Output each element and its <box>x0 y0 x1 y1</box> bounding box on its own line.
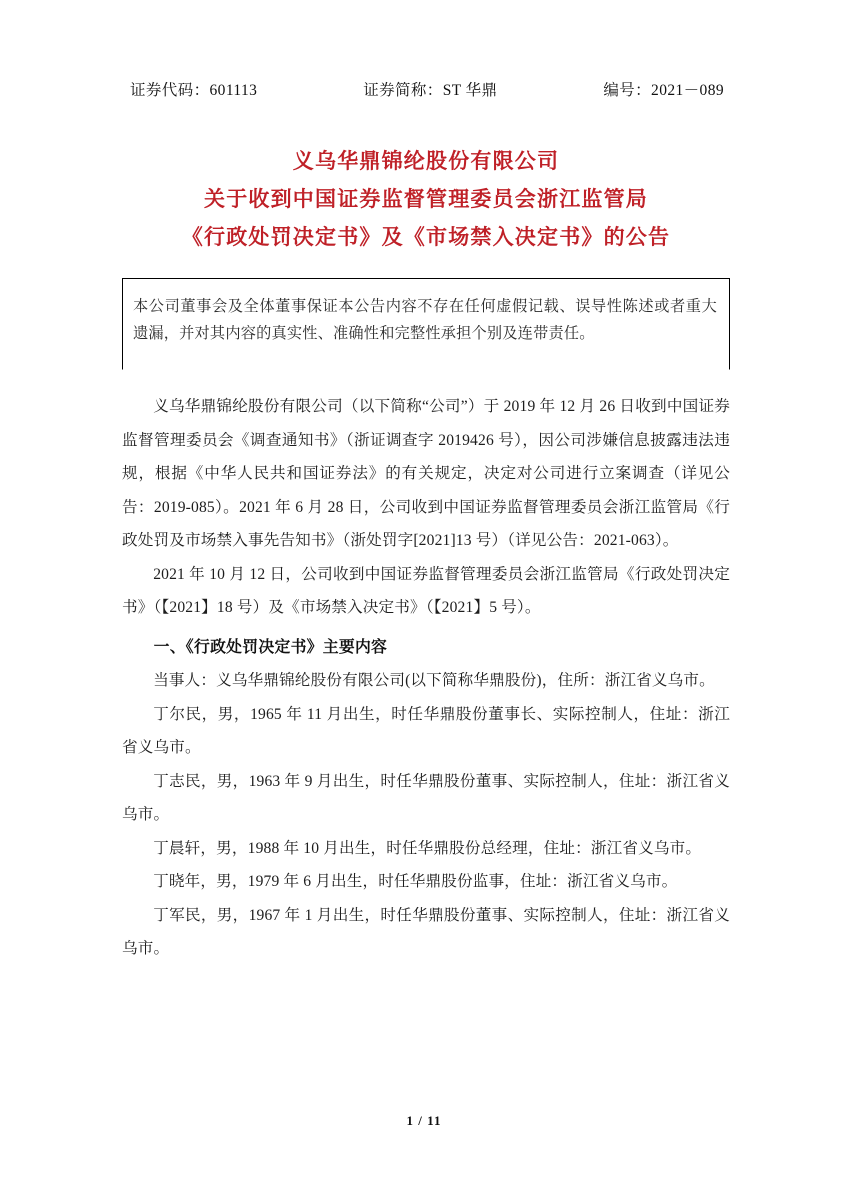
section-heading-penalty-decision: 一、《行政处罚决定书》主要内容 <box>153 638 388 656</box>
announcement-number <box>603 78 724 100</box>
security-code <box>130 78 257 100</box>
security-abbreviation <box>363 78 497 100</box>
party-ding-ermin: 丁尔民，男，1965 年 11 月出生，时任华鼎股份董事长、实际控制人，住址：浙江省义乌市。 <box>122 705 730 756</box>
document-content <box>122 78 730 966</box>
security-code-label: 证券代码： <box>130 82 210 99</box>
party-ding-xiaonian: 丁晓年，男，1979 年 6 月出生，时任华鼎股份监事，住址：浙江省义乌市。 <box>153 873 678 890</box>
paragraph-investigation-history: 义乌华鼎锦纶股份有限公司（以下简称“公司”）于 2019 年 12 月 26 日收到中国证券监督管理委员会《调查通知书》（浙证调查字 2019426 号），因公司涉嫌信息披露违法违规，根据《中华人民共和国证券法》的有关规定，决定对公司进行立案调查（详见公告：2019-085）。2021 年 6 月 28 日，公司收到中国证券监督管理委员会浙江监管局《行政处罚及市场禁入事先告知书》（浙处罚字[2021]13 号）（详见公告：2021-063）。 <box>122 398 730 549</box>
disclaimer-text: 本公司董事会及全体董事保证本公告内容不存在任何虚假记载、误导性陈述或者重大遗漏，并对其内容的真实性、准确性和完整性承担个别及连带责任。 <box>133 298 717 342</box>
paragraph-decision-receipt: 2021 年 10 月 12 日，公司收到中国证券监督管理委员会浙江监管局《行政处罚决定书》（【2021】18 号）及《市场禁入决定书》（【2021】5 号）。 <box>122 565 730 616</box>
title-line-documents: 《行政处罚决定书》及《市场禁入决定书》的公告 <box>181 225 671 249</box>
party-company: 当事人：义乌华鼎锦纶股份有限公司(以下简称华鼎股份)，住所：浙江省义乌市。 <box>153 672 715 689</box>
party-ding-junmin: 丁军民，男，1967 年 1 月出生，时任华鼎股份董事、实际控制人，住址：浙江省义乌市。 <box>122 906 730 957</box>
page-footer <box>0 1113 848 1129</box>
title-line-subject: 关于收到中国证券监督管理委员会浙江监管局 <box>204 187 648 211</box>
page-title <box>122 142 730 256</box>
title-line-company: 义乌华鼎锦纶股份有限公司 <box>292 149 560 173</box>
page-indicator: 1 / 11 <box>406 1113 442 1128</box>
announcement-no-value: 2021－089 <box>651 82 724 99</box>
announcement-no-label: 编号： <box>603 82 652 99</box>
security-abbr-label: 证券简称： <box>363 82 443 99</box>
security-abbr-value: ST 华鼎 <box>442 82 498 99</box>
party-ding-zhimin: 丁志民，男，1963 年 9 月出生，时任华鼎股份董事、实际控制人，住址：浙江省义乌市。 <box>122 772 730 823</box>
party-ding-chenxuan: 丁晨轩，男，1988 年 10 月出生，时任华鼎股份总经理，住址：浙江省义乌市。 <box>153 839 702 857</box>
disclaimer-box <box>122 278 730 370</box>
security-code-value: 601113 <box>209 82 258 99</box>
document-header-line <box>122 78 730 100</box>
